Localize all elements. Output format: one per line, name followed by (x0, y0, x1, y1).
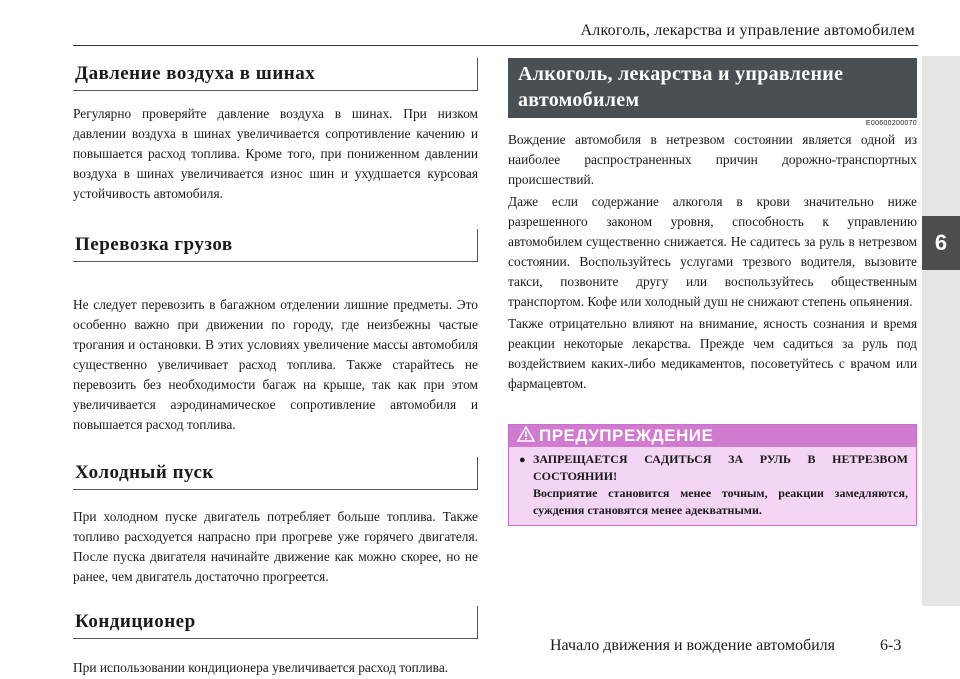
section-text: Регулярно проверяйте давление воздуха в шинах. При низком давлении воздуха в шинах увеличивается сопротивление качению и повышается расход топлива. Кроме того, при пониженном давлении воздуха в шинах увеличивается износ шин и ухудшается курсовая устойчивость автомобиля. (73, 106, 478, 201)
chapter-banner: Алкоголь, лекарства и управление автомобилем (508, 58, 917, 118)
body-paragraph: Также отрицательно влияют на внимание, ясность сознания и время реакции некоторые лекарства. Прежде чем садиться за руль под воздействием каких-либо медикаментов, посоветуйтесь с врачом или фармацевтом. (508, 316, 917, 391)
section-title: Давление воздуха в шинах (75, 63, 316, 84)
section-text: При использовании кондиционера увеличивается расход топлива. (73, 660, 449, 675)
section-title: Перевозка грузов (75, 234, 233, 255)
section-heading (73, 606, 478, 639)
left-column (73, 58, 478, 678)
section-title: Кондиционер (75, 611, 196, 632)
section-heading (73, 58, 478, 91)
body-paragraph: Даже если содержание алкоголя в крови значительно ниже разрешенного законом уровня, способность к управлению автомобилем существенно снижается. Не садитесь за руль в нетрезвом состоянии. Воспользуйтесь услугами трезвого водителя, вызовите такси, позвоните другу или воспользуйтесь общественным транспортом. Кофе или холодный душ не снижают степень опьянения. (508, 194, 917, 309)
page-number: 6-3 (880, 637, 902, 654)
section-text: При холодном пуске двигатель потребляет больше топлива. Также топливо расходуется напрасно при прогреве уже горячего двигателя. После пуска двигателя начинайте движение как можно скорее, но не ранее, чем двигатель достаточно прогреется. (73, 509, 478, 584)
header-rule (73, 45, 918, 46)
section-text: Не следует перевозить в багажном отделении лишние предметы. Это особенно важно при движении по городу, где неизбежны частые трогания и остановки. В этих условиях увеличение массы автомобиля существенно увеличивает расход топлива. Также старайтесь не перевозить без необходимости багаж на крыше, так как при этом увеличивается аэродинамическое сопротивление автомобиля и повышается расход топлива. (73, 297, 478, 432)
bullet-icon: ● (519, 454, 526, 466)
document-code: E00600200070 (865, 120, 917, 127)
footer-section: Начало движения и вождение автомобиля (550, 637, 836, 654)
warning-triangle-icon (517, 426, 535, 447)
right-column (508, 58, 917, 526)
section-heading (73, 457, 478, 490)
warning-lead: ЗАПРЕЩАЕТСЯ САДИТЬСЯ ЗА РУЛЬ В НЕТРЕЗВОМ СОСТОЯНИИ! (533, 452, 908, 483)
side-strip (922, 56, 960, 606)
warning-header (509, 425, 916, 447)
warning-item (509, 447, 916, 519)
section-heading (73, 229, 478, 262)
section-title: Холодный пуск (75, 462, 214, 483)
body-paragraph: Вождение автомобиля в нетрезвом состоянии является одной из наиболее распространенных причин дорожно-транспортных происшествий. (508, 132, 917, 187)
chapter-tab[interactable]: 6 (922, 216, 960, 270)
warning-text: Восприятие становится менее точным, реакции замедляются, суждения становятся менее адекватными. (533, 486, 908, 517)
warning-box (508, 424, 917, 526)
warning-label: ПРЕДУПРЕЖДЕНИЕ (539, 426, 714, 445)
running-title: Алкоголь, лекарства и управление автомобилем (580, 22, 915, 39)
